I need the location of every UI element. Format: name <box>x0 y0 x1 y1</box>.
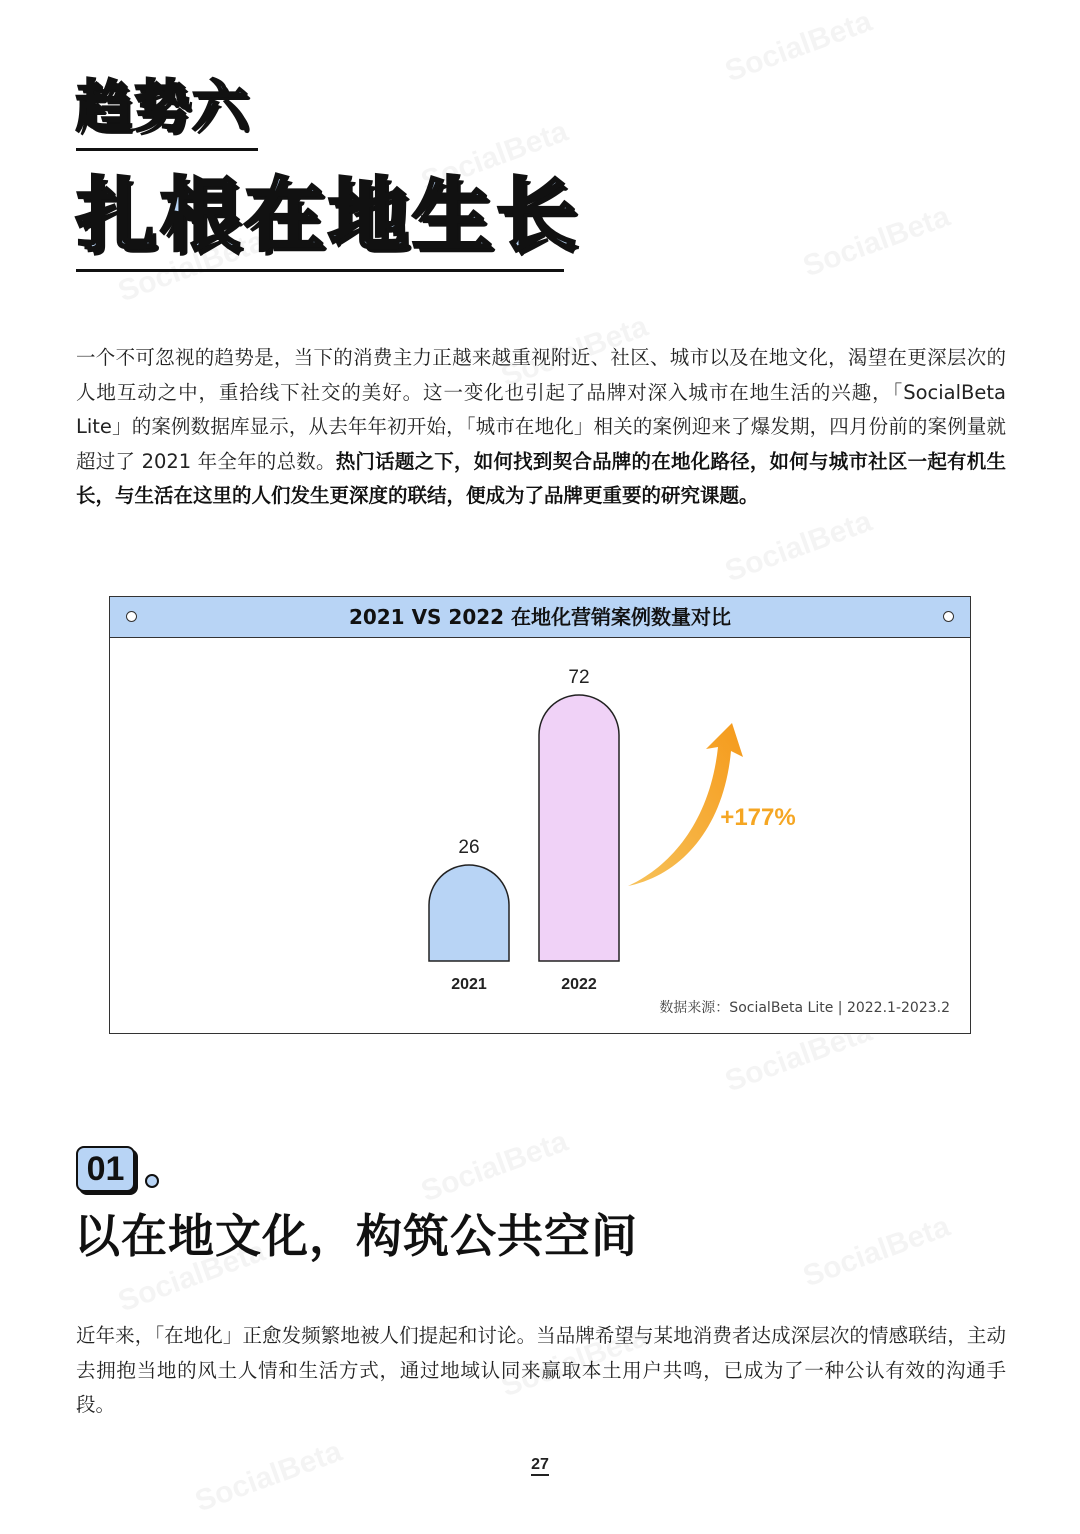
trend-label: 趋势六 <box>76 75 250 140</box>
section-number-badge: 01 <box>76 1146 135 1192</box>
intro-bold-text: 热门话题之下，如何找到契合品牌的在地化路径，如何与城市社区一起有机生长，与生活在这里的人们发生更深度的联结，便成为了品牌更重要的研究课题。 <box>76 449 1006 507</box>
trend-label-underline <box>76 148 258 151</box>
watermark <box>191 1435 347 1519</box>
chart-source: 数据来源：SocialBeta Lite | 2022.1-2023.2 <box>659 1000 950 1016</box>
growth-annotation: +177% <box>720 804 796 831</box>
watermark <box>799 200 955 284</box>
intro-paragraph <box>76 341 1006 514</box>
intro-text: 一个不可忽视的趋势是，当下的消费主力正越来越重视附近、社区、城市以及在地文化，渴望在更深层次的人地互动之中，重拾线下社交的美好。这一变化也引起了品牌对深入城市在地生活的兴趣，「SocialBeta Lite」的案例数据库显示，从去年年初开始，「城市在地化」相关的案例迎来了爆发期，四月份前的案例量就超过了 2021 年全年的总数。 <box>76 346 1006 473</box>
x-tick-label: 2022 <box>561 976 597 993</box>
bar-chart <box>110 597 970 1033</box>
x-tick-label: 2021 <box>451 976 487 993</box>
data-label: 72 <box>568 667 590 688</box>
trend-title: 扎根在地生长 <box>76 169 580 262</box>
section-paragraph: 近年来，「在地化」正愈发频繁地被人们提起和讨论。当品牌希望与某地消费者达成深层次的情感联结，主动去拥抱当地的风土人情和生活方式，通过地域认同来赢取本土用户共鸣，已成为了一种公认有效的沟通手段。 <box>76 1324 1006 1416</box>
watermark <box>417 1125 573 1209</box>
chart-title: 2021 VS 2022 在地化营销案例数量对比 <box>348 605 732 629</box>
section-dot-icon <box>145 1174 159 1188</box>
bar-2021 <box>429 865 509 961</box>
chart-card <box>109 596 971 1034</box>
watermark <box>799 1210 955 1294</box>
bar-2022 <box>539 695 619 961</box>
data-label: 26 <box>458 836 480 858</box>
page-number-text: 27 <box>531 1456 549 1476</box>
trend-title-underline <box>76 269 564 272</box>
page-number <box>0 1456 1080 1474</box>
watermark <box>721 5 877 89</box>
section-title: 以在地文化，构筑公共空间 <box>74 1209 638 1263</box>
watermark <box>721 505 877 589</box>
